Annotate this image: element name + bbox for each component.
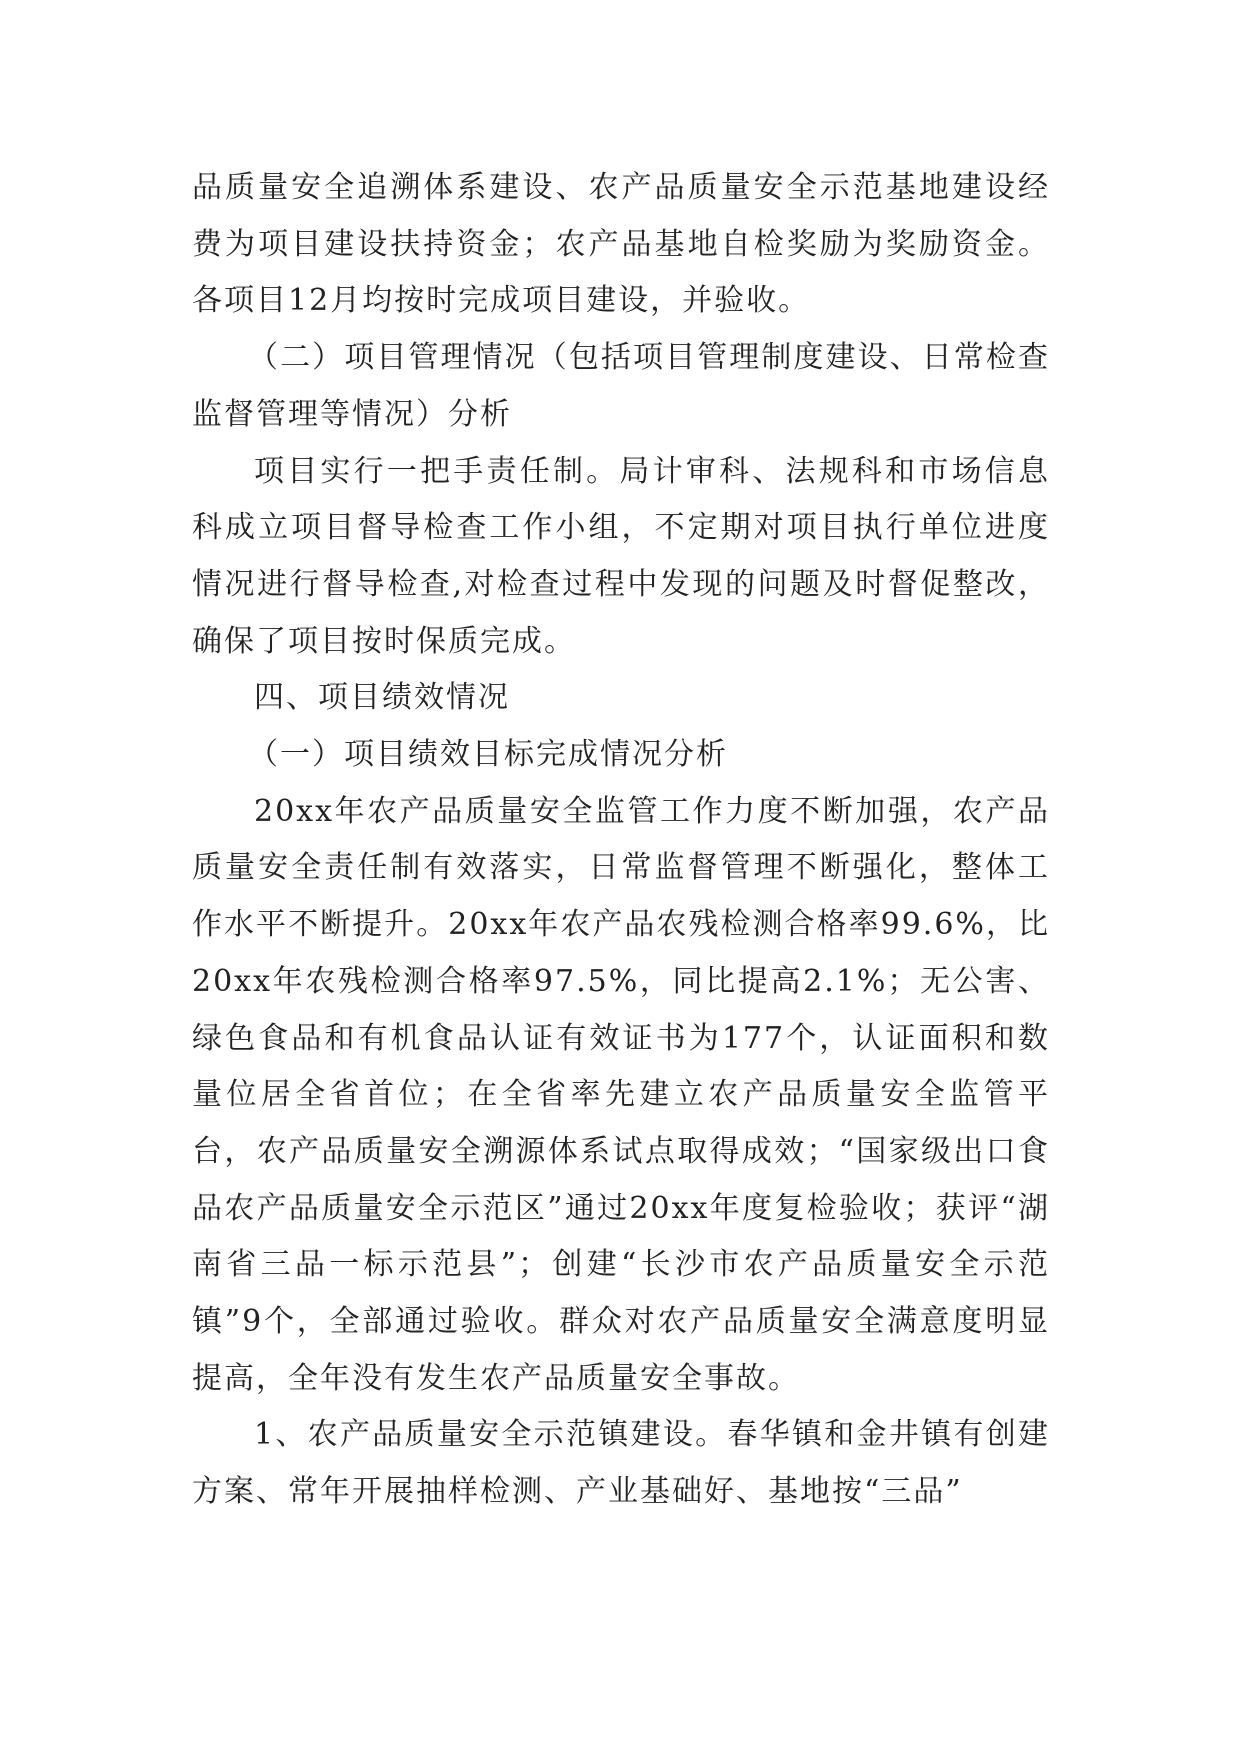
section-heading-goal-completion: （一）项目绩效目标完成情况分析: [248, 737, 728, 773]
section-heading-performance: 四、项目绩效情况: [254, 680, 510, 716]
document-body: [192, 160, 1050, 1521]
paragraph-funding-summary: 品质量安全追溯体系建设、农产品质量安全示范基地建设经费为项目建设扶持资金；农产品基地自检奖励为奖励资金。各项目12月均按时完成项目建设，并验收。: [192, 170, 1050, 319]
paragraph-goal-completion: 20xx年农产品质量安全监管工作力度不断加强，农产品质量安全责任制有效落实，日常监督管理不断强化，整体工作水平不断提升。20xx年农产品农残检测合格率99.6%，比20xx年农残检测合格率97.5%，同比提高2.1%；无公害、绿色食品和有机食品认证有效证书为177个，认证面积和数量位居全省首位；在全省率先建立农产品质量安全监管平台，农产品质量安全溯源体系试点取得成效；“国家级出口食品农产品质量安全示范区”通过20xx年度复检验收；获评“湖南省三品一标示范县”；创建“长沙市农产品质量安全示范镇”9个，全部通过验收。群众对农产品质量安全满意度明显提高，全年没有发生农产品质量安全事故。: [192, 793, 1050, 1396]
paragraph-demo-town: 1、农产品质量安全示范镇建设。春华镇和金井镇有创建方案、常年开展抽样检测、产业基础好、基地按“三品”: [192, 1417, 1050, 1510]
section-heading-project-management: （二）项目管理情况（包括项目管理制度建设、日常检查监督管理等情况）分析: [192, 340, 1050, 432]
paragraph-project-management: 项目实行一把手责任制。局计审科、法规科和市场信息科成立项目督导检查工作小组，不定期对项目执行单位进度情况进行督导检查,对检查过程中发现的问题及时督促整改，确保了项目按时保质完成。: [192, 453, 1050, 659]
